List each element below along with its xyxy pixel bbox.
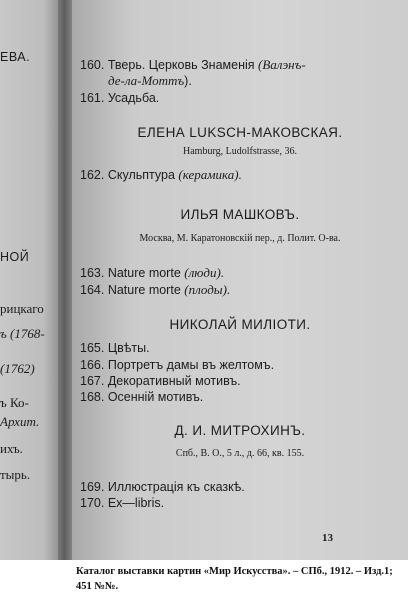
catalog-entry — [80, 167, 242, 183]
entry-note: (керамика). — [178, 167, 242, 182]
catalog-entry — [80, 265, 224, 281]
page-number: 13 — [322, 532, 333, 544]
artist-name: ИЛЬЯ МАШКОВЪ. — [180, 207, 300, 222]
artist-name: Д. И. МИТРОХИНЪ. — [174, 423, 306, 438]
artist-address: Hamburg, Ludolfstrasse, 36. — [183, 146, 297, 157]
artist-address: Москва, М. Каратоновскій пер., д. Полит. О-ва. — [139, 233, 341, 244]
entry-number: 160. — [80, 58, 105, 72]
caption-bar — [0, 560, 408, 600]
catalog-entry — [80, 480, 245, 494]
left-fragment-text: тырь. — [0, 467, 31, 482]
entry-number: 167. — [80, 374, 105, 388]
entry-number: 161. — [80, 91, 105, 105]
catalog-entry — [80, 57, 306, 73]
left-fragment-text: (1762) — [0, 361, 35, 376]
entry-number: 164. — [80, 283, 105, 297]
artist-address: Спб., В. О., 5 л., д. 66, кв. 155. — [175, 448, 305, 459]
entry-note: (Валэнъ- — [258, 57, 306, 72]
catalog-entry — [80, 91, 159, 105]
left-fragment-text: ихъ. — [0, 441, 23, 456]
artist-name: НИКОЛАЙ МИЛІОТИ. — [169, 317, 311, 332]
entry-note: (плоды). — [184, 282, 231, 297]
entry-number: 163. — [80, 266, 105, 280]
catalog-entry — [80, 282, 230, 298]
left-page-fragment — [0, 0, 62, 560]
entry-title: Nature morte — [107, 266, 185, 280]
entry-number: 166. — [80, 358, 105, 372]
entry-title: Иллюстрація къ сказкѣ. — [107, 480, 245, 494]
artist-name: ЕЛЕНА LUKSCH-МАКОВСКАЯ. — [137, 125, 343, 140]
entry-number: 165. — [80, 341, 105, 355]
entry-title: Декоративный мотивъ. — [107, 374, 241, 388]
entry-note: (люди). — [184, 265, 225, 280]
entry-title: Ex—libris. — [107, 496, 165, 510]
caption-text: Каталог выставки картин «Мир Искусства». – СПб., 1912. – Изд.1; 451 №№. — [76, 566, 393, 592]
catalog-entry — [80, 496, 164, 510]
entry-title: Nature morte — [107, 283, 185, 297]
entry-note: де-ла-Моттъ — [108, 73, 185, 88]
catalog-entry — [80, 358, 274, 372]
entry-title: Портретъ дамы въ желтомъ. — [107, 358, 275, 372]
left-fragment-text: ъ Ко- — [0, 395, 29, 410]
entry-number: 169. — [80, 480, 105, 494]
left-fragment-text: рицкаго — [0, 301, 44, 316]
left-fragment-text: НОЙ — [0, 250, 30, 264]
entry-title: Осенній мотивъ. — [107, 390, 204, 404]
entry-title: Цвѣты. — [107, 341, 150, 355]
entry-number: 170. — [80, 496, 105, 510]
catalog-entry-continuation — [108, 73, 192, 89]
catalog-entry — [80, 374, 241, 388]
entry-title: Скульптура — [107, 168, 179, 182]
left-fragment-text: ъ (1768- — [0, 326, 45, 341]
entry-number: 162. — [80, 168, 105, 182]
left-fragment-text: Архит. — [0, 414, 40, 429]
entry-number: 168. — [80, 390, 105, 404]
entry-title: Усадьба. — [107, 91, 160, 105]
catalog-entry — [80, 341, 150, 355]
catalog-entry — [80, 390, 203, 404]
left-fragment-text: ЕВА. — [0, 50, 31, 64]
entry-tail: ). — [184, 74, 192, 88]
entry-title: Тверь. Церковь Знаменія — [107, 58, 258, 72]
